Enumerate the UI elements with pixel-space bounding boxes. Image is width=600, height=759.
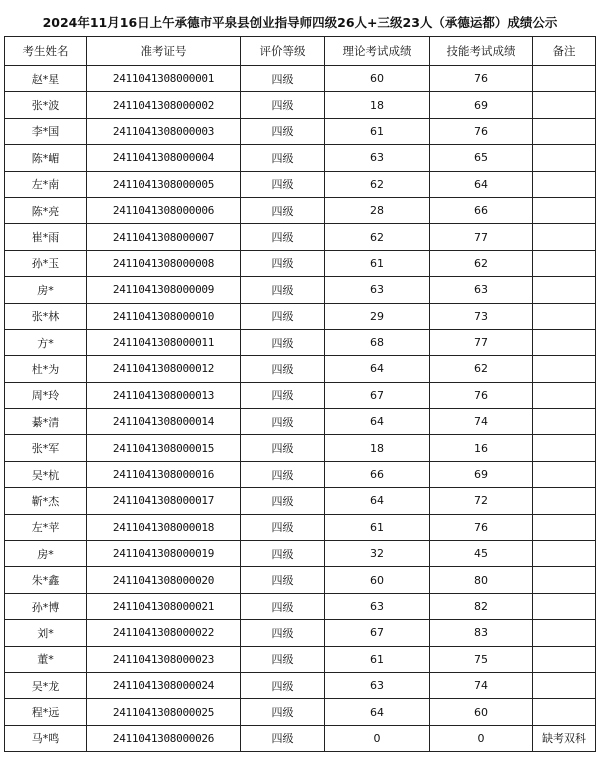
cell-theory-score: 68 xyxy=(325,329,430,355)
cell-name: 张*军 xyxy=(5,435,87,461)
table-row xyxy=(5,461,596,487)
cell-note xyxy=(533,646,596,672)
cell-name: 张*波 xyxy=(5,92,87,118)
table-row xyxy=(5,171,596,197)
cell-note xyxy=(533,171,596,197)
cell-skill-score: 73 xyxy=(430,303,533,329)
cell-name: 陈*亮 xyxy=(5,197,87,223)
cell-level: 四级 xyxy=(241,197,325,223)
table-row xyxy=(5,672,596,698)
cell-note xyxy=(533,197,596,223)
cell-name: 房* xyxy=(5,541,87,567)
table-row xyxy=(5,197,596,223)
cell-note xyxy=(533,145,596,171)
table-row xyxy=(5,435,596,461)
cell-exam-id: 2411041308000013 xyxy=(87,382,241,408)
cell-name: 马*鸣 xyxy=(5,725,87,751)
cell-name: 房* xyxy=(5,277,87,303)
cell-level: 四级 xyxy=(241,646,325,672)
cell-level: 四级 xyxy=(241,409,325,435)
cell-level: 四级 xyxy=(241,567,325,593)
cell-note xyxy=(533,488,596,514)
cell-exam-id: 2411041308000006 xyxy=(87,197,241,223)
cell-exam-id: 2411041308000022 xyxy=(87,620,241,646)
cell-name: 杜*为 xyxy=(5,356,87,382)
cell-theory-score: 63 xyxy=(325,672,430,698)
cell-note xyxy=(533,118,596,144)
cell-level: 四级 xyxy=(241,303,325,329)
cell-theory-score: 67 xyxy=(325,620,430,646)
cell-name: 程*远 xyxy=(5,699,87,725)
cell-note xyxy=(533,382,596,408)
cell-level: 四级 xyxy=(241,356,325,382)
header-note: 备注 xyxy=(533,37,596,66)
scores-table xyxy=(4,36,596,752)
cell-theory-score: 28 xyxy=(325,197,430,223)
cell-theory-score: 61 xyxy=(325,514,430,540)
cell-exam-id: 2411041308000014 xyxy=(87,409,241,435)
table-row xyxy=(5,646,596,672)
cell-level: 四级 xyxy=(241,145,325,171)
cell-name: 崔*雨 xyxy=(5,224,87,250)
cell-name: 吴*杭 xyxy=(5,461,87,487)
table-row xyxy=(5,409,596,435)
cell-skill-score: 76 xyxy=(430,118,533,144)
cell-exam-id: 2411041308000012 xyxy=(87,356,241,382)
table-row xyxy=(5,118,596,144)
cell-exam-id: 2411041308000004 xyxy=(87,145,241,171)
cell-exam-id: 2411041308000008 xyxy=(87,250,241,276)
cell-name: 董* xyxy=(5,646,87,672)
cell-exam-id: 2411041308000023 xyxy=(87,646,241,672)
cell-level: 四级 xyxy=(241,118,325,144)
cell-level: 四级 xyxy=(241,593,325,619)
cell-note xyxy=(533,435,596,461)
cell-exam-id: 2411041308000024 xyxy=(87,672,241,698)
cell-exam-id: 2411041308000001 xyxy=(87,66,241,92)
cell-theory-score: 62 xyxy=(325,224,430,250)
cell-note xyxy=(533,699,596,725)
cell-note xyxy=(533,593,596,619)
cell-name: 陈*嵋 xyxy=(5,145,87,171)
cell-exam-id: 2411041308000011 xyxy=(87,329,241,355)
cell-note xyxy=(533,461,596,487)
header-exam-id: 准考证号 xyxy=(87,37,241,66)
cell-theory-score: 63 xyxy=(325,145,430,171)
cell-level: 四级 xyxy=(241,66,325,92)
cell-level: 四级 xyxy=(241,725,325,751)
cell-skill-score: 76 xyxy=(430,382,533,408)
cell-theory-score: 18 xyxy=(325,92,430,118)
cell-theory-score: 32 xyxy=(325,541,430,567)
table-row xyxy=(5,329,596,355)
table-row xyxy=(5,382,596,408)
table-row xyxy=(5,92,596,118)
cell-note xyxy=(533,514,596,540)
cell-note xyxy=(533,66,596,92)
cell-theory-score: 18 xyxy=(325,435,430,461)
table-row xyxy=(5,145,596,171)
cell-theory-score: 61 xyxy=(325,250,430,276)
table-row xyxy=(5,250,596,276)
cell-exam-id: 2411041308000015 xyxy=(87,435,241,461)
cell-level: 四级 xyxy=(241,541,325,567)
cell-skill-score: 64 xyxy=(430,171,533,197)
cell-level: 四级 xyxy=(241,699,325,725)
cell-theory-score: 60 xyxy=(325,567,430,593)
cell-note xyxy=(533,250,596,276)
cell-exam-id: 2411041308000019 xyxy=(87,541,241,567)
cell-note xyxy=(533,92,596,118)
table-row xyxy=(5,488,596,514)
cell-name: 孙*博 xyxy=(5,593,87,619)
cell-skill-score: 0 xyxy=(430,725,533,751)
cell-level: 四级 xyxy=(241,224,325,250)
cell-skill-score: 60 xyxy=(430,699,533,725)
cell-exam-id: 2411041308000016 xyxy=(87,461,241,487)
cell-skill-score: 62 xyxy=(430,250,533,276)
cell-skill-score: 69 xyxy=(430,92,533,118)
cell-skill-score: 82 xyxy=(430,593,533,619)
cell-exam-id: 2411041308000021 xyxy=(87,593,241,619)
cell-exam-id: 2411041308000020 xyxy=(87,567,241,593)
cell-note xyxy=(533,329,596,355)
table-row xyxy=(5,567,596,593)
cell-name: 左*南 xyxy=(5,171,87,197)
cell-name: 左*苹 xyxy=(5,514,87,540)
cell-skill-score: 77 xyxy=(430,224,533,250)
table-row xyxy=(5,356,596,382)
cell-theory-score: 64 xyxy=(325,488,430,514)
cell-level: 四级 xyxy=(241,672,325,698)
cell-skill-score: 74 xyxy=(430,409,533,435)
cell-exam-id: 2411041308000007 xyxy=(87,224,241,250)
cell-level: 四级 xyxy=(241,250,325,276)
cell-name: 孙*玉 xyxy=(5,250,87,276)
cell-exam-id: 2411041308000017 xyxy=(87,488,241,514)
cell-name: 吴*龙 xyxy=(5,672,87,698)
cell-name: 周*玲 xyxy=(5,382,87,408)
cell-name: 朱*鑫 xyxy=(5,567,87,593)
cell-level: 四级 xyxy=(241,620,325,646)
table-row xyxy=(5,699,596,725)
cell-exam-id: 2411041308000009 xyxy=(87,277,241,303)
table-row xyxy=(5,725,596,751)
cell-exam-id: 2411041308000003 xyxy=(87,118,241,144)
cell-exam-id: 2411041308000026 xyxy=(87,725,241,751)
cell-skill-score: 72 xyxy=(430,488,533,514)
table-row xyxy=(5,514,596,540)
cell-name: 赵*星 xyxy=(5,66,87,92)
cell-name: 张*林 xyxy=(5,303,87,329)
cell-theory-score: 67 xyxy=(325,382,430,408)
cell-theory-score: 64 xyxy=(325,409,430,435)
cell-note xyxy=(533,541,596,567)
table-body xyxy=(5,66,596,752)
cell-name: 綦*清 xyxy=(5,409,87,435)
cell-skill-score: 62 xyxy=(430,356,533,382)
cell-theory-score: 64 xyxy=(325,699,430,725)
cell-level: 四级 xyxy=(241,461,325,487)
cell-exam-id: 2411041308000002 xyxy=(87,92,241,118)
cell-theory-score: 62 xyxy=(325,171,430,197)
cell-skill-score: 76 xyxy=(430,66,533,92)
cell-theory-score: 29 xyxy=(325,303,430,329)
cell-note xyxy=(533,356,596,382)
cell-exam-id: 2411041308000010 xyxy=(87,303,241,329)
table-row xyxy=(5,277,596,303)
cell-level: 四级 xyxy=(241,329,325,355)
cell-level: 四级 xyxy=(241,92,325,118)
cell-note xyxy=(533,620,596,646)
cell-skill-score: 83 xyxy=(430,620,533,646)
cell-name: 方* xyxy=(5,329,87,355)
cell-name: 李*国 xyxy=(5,118,87,144)
header-row xyxy=(5,37,596,66)
cell-theory-score: 60 xyxy=(325,66,430,92)
cell-exam-id: 2411041308000018 xyxy=(87,514,241,540)
cell-skill-score: 80 xyxy=(430,567,533,593)
cell-skill-score: 65 xyxy=(430,145,533,171)
cell-skill-score: 74 xyxy=(430,672,533,698)
table-row xyxy=(5,66,596,92)
cell-level: 四级 xyxy=(241,514,325,540)
cell-theory-score: 63 xyxy=(325,593,430,619)
cell-level: 四级 xyxy=(241,435,325,461)
cell-name: 刘* xyxy=(5,620,87,646)
cell-skill-score: 16 xyxy=(430,435,533,461)
cell-theory-score: 63 xyxy=(325,277,430,303)
cell-theory-score: 61 xyxy=(325,118,430,144)
cell-theory-score: 61 xyxy=(325,646,430,672)
cell-theory-score: 64 xyxy=(325,356,430,382)
cell-level: 四级 xyxy=(241,171,325,197)
cell-exam-id: 2411041308000005 xyxy=(87,171,241,197)
cell-note xyxy=(533,567,596,593)
page-title: 2024年11月16日上午承德市平泉县创业指导师四级26人+三级23人（承德运都）成绩公示 xyxy=(42,15,558,30)
table-row xyxy=(5,593,596,619)
cell-theory-score: 0 xyxy=(325,725,430,751)
cell-note: 缺考双科 xyxy=(533,725,596,751)
cell-exam-id: 2411041308000025 xyxy=(87,699,241,725)
cell-note xyxy=(533,672,596,698)
table-row xyxy=(5,224,596,250)
cell-note xyxy=(533,224,596,250)
table-row xyxy=(5,620,596,646)
cell-skill-score: 77 xyxy=(430,329,533,355)
cell-skill-score: 45 xyxy=(430,541,533,567)
cell-theory-score: 66 xyxy=(325,461,430,487)
cell-note xyxy=(533,409,596,435)
header-skill-score: 技能考试成绩 xyxy=(430,37,533,66)
cell-note xyxy=(533,303,596,329)
table-row xyxy=(5,303,596,329)
header-name: 考生姓名 xyxy=(5,37,87,66)
cell-skill-score: 66 xyxy=(430,197,533,223)
cell-level: 四级 xyxy=(241,488,325,514)
cell-level: 四级 xyxy=(241,382,325,408)
header-theory-score: 理论考试成绩 xyxy=(325,37,430,66)
header-level: 评价等级 xyxy=(241,37,325,66)
cell-note xyxy=(533,277,596,303)
cell-level: 四级 xyxy=(241,277,325,303)
cell-name: 靳*杰 xyxy=(5,488,87,514)
cell-skill-score: 75 xyxy=(430,646,533,672)
table-row xyxy=(5,541,596,567)
cell-skill-score: 76 xyxy=(430,514,533,540)
cell-skill-score: 69 xyxy=(430,461,533,487)
cell-skill-score: 63 xyxy=(430,277,533,303)
